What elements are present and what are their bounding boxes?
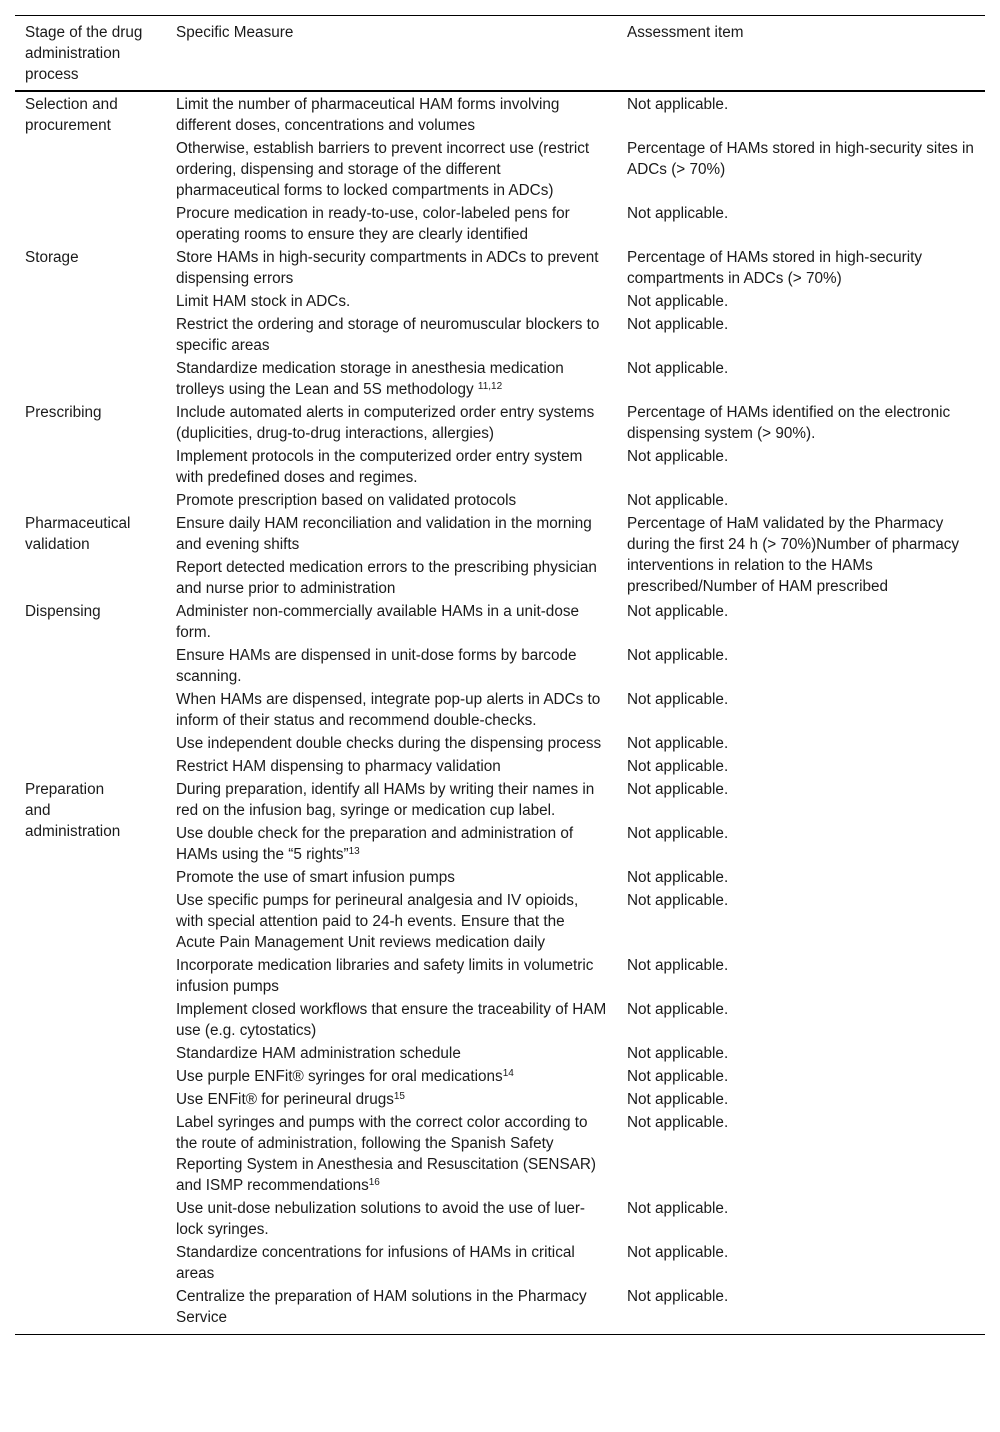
- measure-text: Use ENFit® for perineural drugs: [176, 1091, 394, 1108]
- table-row: [15, 401, 985, 445]
- assessment-cell: Percentage of HAMs stored in high-security sites in ADCs (> 70%): [627, 140, 974, 178]
- measure-text: When HAMs are dispensed, integrate pop-up alerts in ADCs to inform of their status and recommend double-checks.: [176, 691, 601, 729]
- assessment-cell: Not applicable.: [627, 205, 729, 222]
- assessment-cell: Not applicable.: [627, 758, 729, 775]
- measure-text: Use purple ENFit® syringes for oral medications: [176, 1068, 503, 1085]
- assessment-cell: Not applicable.: [627, 957, 729, 974]
- assessment-cell: Not applicable.: [627, 781, 729, 798]
- measure-text: Standardize HAM administration schedule: [176, 1045, 461, 1062]
- reference-superscript: 13: [348, 846, 360, 857]
- assessment-cell: Not applicable.: [627, 1244, 729, 1261]
- measure-cell: [166, 556, 617, 600]
- measure-text: Implement protocols in the computerized order entry system with predefined doses and regimes.: [176, 448, 583, 486]
- measure-cell: [166, 401, 617, 445]
- stage-cell: Dispensing: [25, 603, 101, 620]
- measure-text: Restrict the ordering and storage of neuromuscular blockers to specific areas: [176, 316, 600, 354]
- reference-superscript: 15: [393, 1091, 405, 1102]
- measure-cell: [166, 313, 617, 357]
- measure-text: Label syringes and pumps with the correct color according to the route of administration, following the Spanish Safety Reporting System in Anesthesia and Resuscitation (SENSAR) and ISMP recommendations: [176, 1114, 597, 1194]
- assessment-cell: Not applicable.: [627, 448, 729, 465]
- measure-cell: [166, 137, 617, 202]
- measure-cell: [166, 91, 617, 137]
- table-row: [15, 91, 985, 137]
- measure-text: Implement closed workflows that ensure the traceability of HAM use (e.g. cytostatics): [176, 1001, 607, 1039]
- measure-cell: [166, 290, 617, 313]
- stage-cell: Selection and procurement: [25, 96, 118, 134]
- assessment-cell: Not applicable.: [627, 96, 729, 113]
- assessment-cell: Not applicable.: [627, 647, 729, 664]
- reference-superscript: 16: [368, 1177, 380, 1188]
- measure-text: Otherwise, establish barriers to prevent incorrect use (restrict ordering, dispensing and storage of the different pharmaceutical forms to locked compartments in ADCs): [176, 140, 590, 199]
- assessment-cell: Not applicable.: [627, 825, 729, 842]
- measure-text: Use specific pumps for perineural analgesia and IV opioids, with special attention paid to 24-h events. Ensure that the Acute Pain Management Unit reviews medication daily: [176, 892, 579, 951]
- assessment-cell: Not applicable.: [627, 1001, 729, 1018]
- measure-cell: [166, 755, 617, 778]
- assessment-cell: Not applicable.: [627, 1288, 729, 1305]
- table-row: [15, 512, 985, 556]
- table-body: [15, 91, 985, 1335]
- assessment-cell: Not applicable.: [627, 691, 729, 708]
- measure-cell: [166, 998, 617, 1042]
- measure-text: Use unit-dose nebulization solutions to avoid the use of luer-lock syringes.: [176, 1200, 586, 1238]
- measure-text: Store HAMs in high-security compartments in ADCs to prevent dispensing errors: [176, 249, 599, 287]
- measure-text: Ensure HAMs are dispensed in unit-dose forms by barcode scanning.: [176, 647, 577, 685]
- measures-table: [15, 15, 985, 1335]
- measure-cell: [166, 1042, 617, 1065]
- assessment-cell: Not applicable.: [627, 293, 729, 310]
- stage-cell: Pharmaceutical validation: [25, 515, 131, 553]
- assessment-cell: Percentage of HaM validated by the Pharmacy during the first 24 h (> 70%)Number of pharmacy interventions in relation to the HAMs prescribed/Number of HAM prescribed: [627, 515, 960, 595]
- measure-cell: [166, 688, 617, 732]
- measure-text: Use double check for the preparation and administration of HAMs using the “5 rights”: [176, 825, 574, 863]
- assessment-cell: Not applicable.: [627, 1114, 729, 1131]
- table-row: [15, 600, 985, 644]
- assessment-cell: Not applicable.: [627, 869, 729, 886]
- measure-cell: [166, 778, 617, 822]
- assessment-cell: Not applicable.: [627, 316, 729, 333]
- stage-cell: Preparation and administration: [25, 781, 121, 840]
- assessment-cell: Not applicable.: [627, 492, 729, 509]
- header-assessment: Assessment item: [627, 24, 744, 41]
- measure-text: Centralize the preparation of HAM solutions in the Pharmacy Service: [176, 1288, 587, 1326]
- measure-cell: [166, 600, 617, 644]
- assessment-cell: Not applicable.: [627, 1091, 729, 1108]
- measure-cell: [166, 489, 617, 512]
- assessment-cell: Not applicable.: [627, 360, 729, 377]
- table-row: [15, 246, 985, 290]
- measure-text: Procure medication in ready-to-use, color-labeled pens for operating rooms to ensure they are clearly identified: [176, 205, 570, 243]
- stage-cell: Prescribing: [25, 404, 102, 421]
- measure-text: Limit the number of pharmaceutical HAM forms involving different doses, concentrations and volumes: [176, 96, 560, 134]
- measure-cell: [166, 1111, 617, 1197]
- assessment-cell: Percentage of HAMs stored in high-security compartments in ADCs (> 70%): [627, 249, 923, 287]
- assessment-cell: Not applicable.: [627, 1068, 729, 1085]
- header-stage: Stage of the drug administration process: [25, 24, 143, 83]
- measure-text: Standardize medication storage in anesthesia medication trolleys using the Lean and 5S methodology: [176, 360, 564, 398]
- measure-text: Administer non-commercially available HAMs in a unit-dose form.: [176, 603, 579, 641]
- measure-text: Promote the use of smart infusion pumps: [176, 869, 455, 886]
- reference-superscript: 14: [502, 1068, 514, 1079]
- measure-text: Promote prescription based on validated protocols: [176, 492, 517, 509]
- measure-text: Report detected medication errors to the prescribing physician and nurse prior to administration: [176, 559, 597, 597]
- measure-cell: [166, 644, 617, 688]
- measure-text: Restrict HAM dispensing to pharmacy validation: [176, 758, 501, 775]
- measure-text: Include automated alerts in computerized order entry systems (duplicities, drug-to-drug interactions, allergies): [176, 404, 595, 442]
- measure-cell: [166, 1065, 617, 1088]
- measure-cell: [166, 1197, 617, 1241]
- measure-text: Incorporate medication libraries and safety limits in volumetric infusion pumps: [176, 957, 594, 995]
- measure-cell: [166, 357, 617, 401]
- measure-text: Limit HAM stock in ADCs.: [176, 293, 351, 310]
- measure-cell: [166, 822, 617, 866]
- measure-cell: [166, 1285, 617, 1335]
- assessment-cell: Not applicable.: [627, 1045, 729, 1062]
- measure-cell: [166, 202, 617, 246]
- measure-text: Use independent double checks during the dispensing process: [176, 735, 602, 752]
- table-row: [15, 778, 985, 822]
- header-measure: Specific Measure: [176, 24, 294, 41]
- measure-cell: [166, 512, 617, 556]
- measure-cell: [166, 866, 617, 889]
- measure-text: During preparation, identify all HAMs by writing their names in red on the infusion bag, syringe or medication cup label.: [176, 781, 595, 819]
- measure-cell: [166, 732, 617, 755]
- assessment-cell: Not applicable.: [627, 892, 729, 909]
- measure-cell: [166, 954, 617, 998]
- assessment-cell: Not applicable.: [627, 735, 729, 752]
- measure-text: Ensure daily HAM reconciliation and validation in the morning and evening shifts: [176, 515, 592, 553]
- assessment-cell: Not applicable.: [627, 1200, 729, 1217]
- reference-superscript: 11,12: [477, 381, 503, 392]
- measure-cell: [166, 246, 617, 290]
- measure-text: Standardize concentrations for infusions of HAMs in critical areas: [176, 1244, 575, 1282]
- measures-table-container: [15, 15, 985, 1335]
- measure-cell: [166, 1088, 617, 1111]
- assessment-cell: Percentage of HAMs identified on the electronic dispensing system (> 90%).: [627, 404, 951, 442]
- stage-cell: Storage: [25, 249, 79, 266]
- assessment-cell: Not applicable.: [627, 603, 729, 620]
- measure-cell: [166, 445, 617, 489]
- measure-cell: [166, 889, 617, 954]
- header-row: [15, 16, 985, 92]
- measure-cell: [166, 1241, 617, 1285]
- table-header: [15, 16, 985, 92]
